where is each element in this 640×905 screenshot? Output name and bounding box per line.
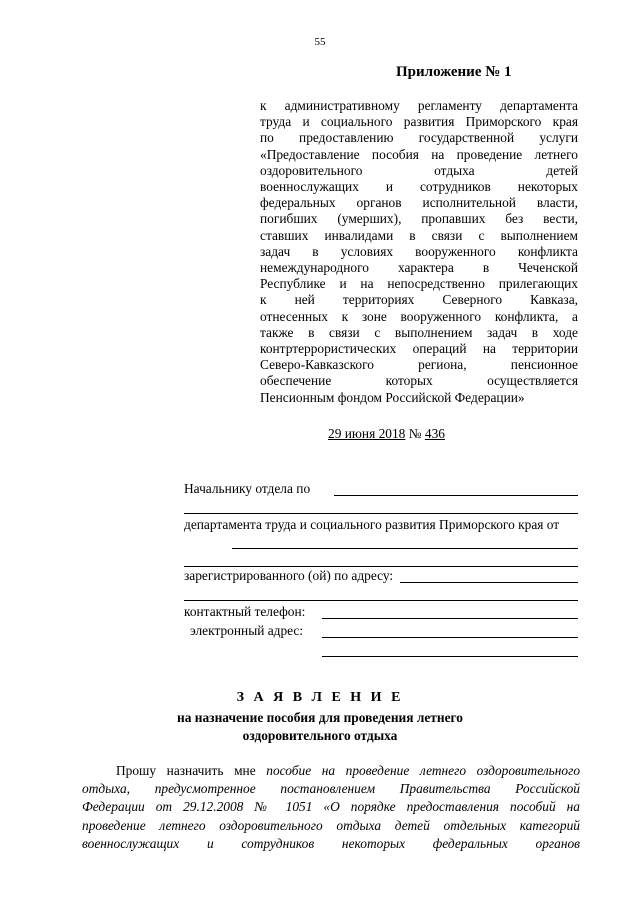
statement-body [82, 762, 580, 853]
email-field[interactable] [322, 637, 578, 638]
regulation-date-number [328, 426, 445, 442]
regulation-line: «Предоставление пособия на проведение летнего [260, 146, 578, 162]
regulation-line: Республике и на непосредственно прилегающих [260, 276, 578, 292]
number-sign: № [408, 426, 422, 441]
regulation-number: 436 [424, 426, 445, 441]
regulation-line: погибших (умерших), пропавших без вести, [260, 211, 578, 227]
regulation-line: контртеррористических операций на территории [260, 341, 578, 357]
body-line: военнослужащих и сотрудников некоторых федеральных органов [82, 835, 580, 851]
regulation-line: оздоровительного отдыха детей [260, 162, 578, 178]
regulation-line: федеральных органов исполнительной власти, [260, 195, 578, 211]
regulation-line: также в связи с выполнением задач в ходе [260, 324, 578, 340]
department-text: департамента труда и социального развития Приморского края от [184, 517, 560, 532]
head-of-department-label: Начальнику отдела по [184, 481, 311, 496]
email-label: электронный адрес: [190, 623, 304, 638]
regulation-line: задач в условиях вооруженного конфликта [260, 243, 578, 259]
statement-subtitle: на назначение пособия для проведения летнего [177, 710, 463, 725]
page-number: 55 [314, 36, 326, 48]
regulation-reference [260, 98, 578, 406]
regulation-line: труда и социального развития Приморского края [260, 114, 578, 130]
body-line: Федерации от 29.12.2008 № 1051 «О порядке предоставления пособий на [82, 799, 580, 815]
regulation-line: немеждународного характера в Чеченской [260, 260, 578, 276]
body-line: проведение летнего оздоровительного отдыха детей отдельных категорий [82, 817, 580, 833]
body-line: Прошу назначить мне пособие на проведение летнего оздоровительного [116, 763, 581, 778]
statement-title: З А Я В Л Е Н И Е [236, 690, 404, 705]
appendix-title: Приложение № 1 [396, 64, 512, 80]
regulation-line: Пенсионным фондом Российской Федерации» [260, 389, 525, 405]
head-of-department-field-line-2[interactable] [184, 513, 578, 514]
regulation-line: к ней территориях Северного Кавказа, [260, 292, 578, 308]
regulation-line: отнесенных к зоне вооруженного конфликта, а [260, 308, 578, 324]
address-field-line-2[interactable] [184, 600, 578, 601]
regulation-line: обеспечение которых осуществляется [260, 373, 578, 389]
phone-field[interactable] [322, 618, 578, 619]
address-label: зарегистрированного (ой) по адресу: [184, 568, 394, 583]
regulation-line: к административному регламенту департамента [260, 98, 578, 113]
head-of-department-field[interactable] [334, 495, 578, 496]
applicant-name-field-line-2[interactable] [184, 566, 578, 567]
phone-label: контактный телефон: [184, 604, 306, 619]
applicant-name-field[interactable] [232, 548, 578, 549]
email-field-line-2[interactable] [322, 656, 578, 657]
statement-subtitle: оздоровительного отдыха [242, 728, 398, 743]
regulation-line: ставших инвалидами в связи с выполнением [260, 227, 578, 243]
regulation-line: военнослужащих и сотрудников некоторых [260, 179, 578, 195]
dash-mark: _ [570, 535, 577, 550]
regulation-line: по предоставлению государственной услуги [260, 130, 578, 146]
body-line: отдыха, предусмотренное постановлением Правительства Российской [82, 781, 580, 797]
regulation-line: Северо-Кавказского региона, пенсионное [260, 357, 578, 373]
address-field[interactable] [400, 582, 578, 583]
regulation-date: 29 июня 2018 [328, 426, 406, 441]
